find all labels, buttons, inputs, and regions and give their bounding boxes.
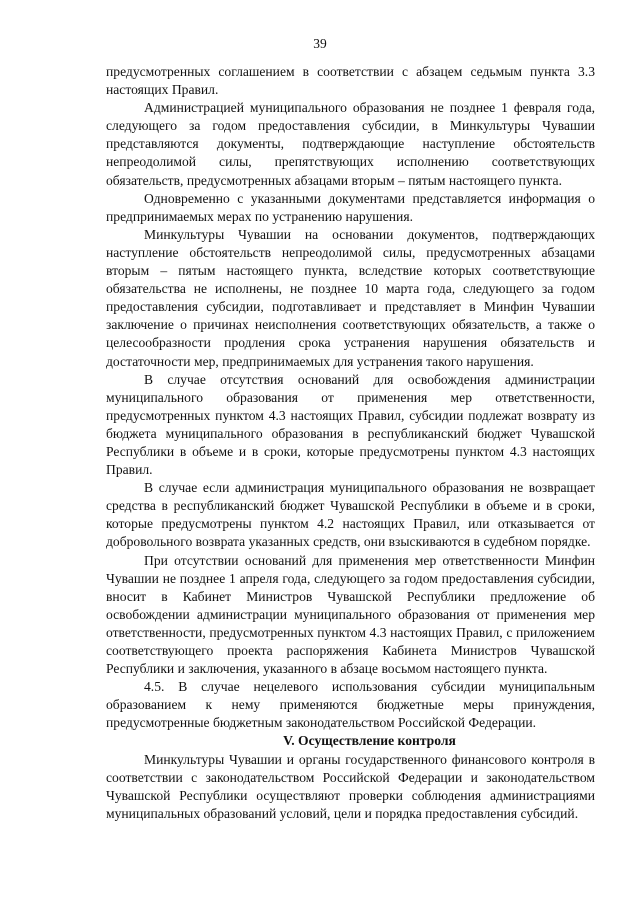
paragraph-continuation: предусмотренных соглашением в соответствии с абзацем седьмым пункта 3.3 настоящих Правил. xyxy=(106,64,595,98)
section-heading: V. Осуществление контроля xyxy=(283,733,456,749)
paragraph-clause-4-5: 4.5. В случае нецелевого использования субсидии муниципальным образованием к нему применяются бюджетные меры принуждения, предусмотренные бюджетным законодательством Российской Федерации. xyxy=(106,679,595,731)
paragraph: Администрацией муниципального образования не позднее 1 февраля года, следующего за годом предоставления субсидии, в Минкультуры Чувашии представляются документы, подтверждающие наступление обстоятельств непреодолимой силы, препятствующих исполнению соответствующих обязательств, предусмотренных абзацами вторым – пятым настоящего пункта. xyxy=(106,100,595,188)
paragraph: В случае если администрация муниципального образования не возвращает средства в республиканский бюджет Чувашской Республики в объеме и в сроки, которые предусмотрены пунктом 4.2 настоящих Правил, или отказывается от добровольного возврата указанных средств, они взыскиваются в судебном порядке. xyxy=(106,480,595,550)
paragraph: Минкультуры Чувашии на основании документов, подтверждающих наступление обстоятельств непреодолимой силы, предусмотренных абзацами вторым – пятым настоящего пункта, вследствие которых соответствующие обязательства не исполнены, не позднее 10 марта года, следующего за годом предоставления субсидии, подготавливает и представляет в Минфин Чувашии заключение о причинах неисполнения соответствующих обязательств, а также о целесообразности продления срока устранения нарушения обязательств и достаточности мер, предпринимаемых для устранения такого нарушения. xyxy=(106,226,595,369)
document-body xyxy=(106,63,595,823)
page-number: 39 xyxy=(313,36,327,51)
paragraph: Минкультуры Чувашии и органы государственного финансового контроля в соответствии с законодательством Российской Федерации и законодательством Чувашской Республики осуществляют проверки соблюдения администрациями муниципальных образований условий, цели и порядка предоставления субсидий. xyxy=(106,751,595,821)
paragraph: В случае отсутствия оснований для освобождения администрации муниципального образования от применения мер ответственности, предусмотренных пунктом 4.3 настоящих Правил, субсидии подлежат возврату из бюджета муниципального образования в республиканский бюджет Чувашской Республики в объеме и в сроки, которые предусмотрены пунктом 4.3 настоящих Правил. xyxy=(106,371,595,478)
paragraph: Одновременно с указанными документами представляется информация о предпринимаемых мерах по устранению нарушения. xyxy=(106,190,595,224)
paragraph: При отсутствии оснований для применения мер ответственности Минфин Чувашии не позднее 1 апреля года, следующего за годом предоставления субсидии, вносит в Кабинет Министров Чувашской Республики предложение об освобождении администрации муниципального образования от применения мер ответственности, предусмотренных пунктом 4.3 настоящих Правил, с приложением соответствующего проекта распоряжения Кабинета Министров Чувашской Республики и заключения, указанного в абзаце восьмом настоящего пункта. xyxy=(106,552,595,677)
